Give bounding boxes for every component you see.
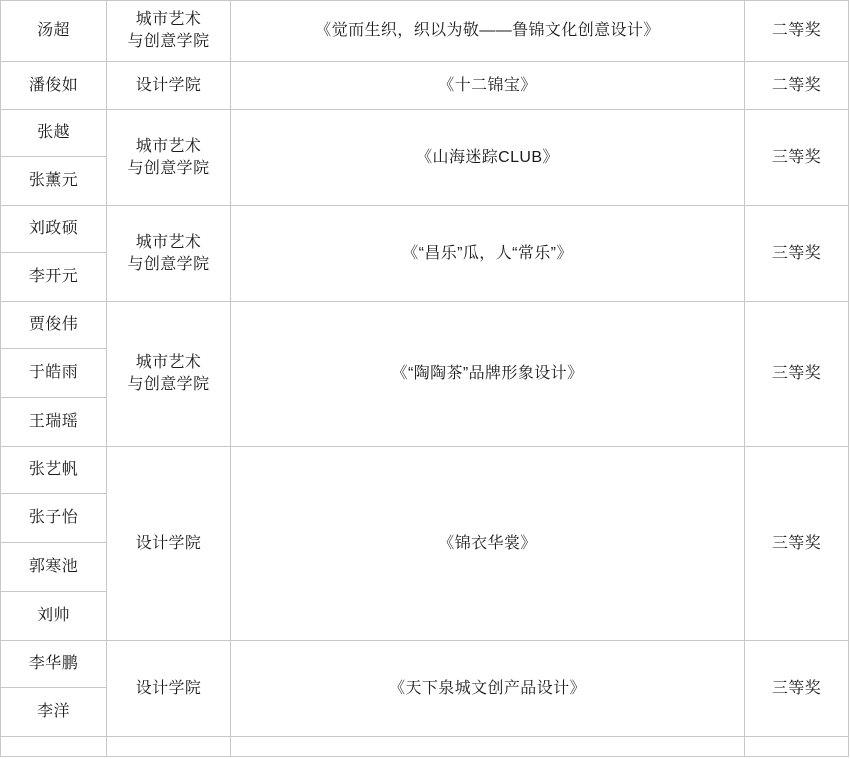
college-name bbox=[107, 110, 231, 206]
college-name bbox=[107, 737, 231, 757]
award-level: 二等奖 bbox=[745, 1, 849, 62]
table-row bbox=[1, 206, 849, 253]
work-title: 《山海迷踪CLUB》 bbox=[231, 110, 745, 206]
award-level: 三等奖 bbox=[745, 110, 849, 206]
student-name: 王瑞瑶 bbox=[1, 398, 107, 447]
award-level: 三等奖 bbox=[745, 447, 849, 641]
student-name bbox=[1, 737, 107, 757]
award-level: 三等奖 bbox=[745, 302, 849, 447]
college-name bbox=[107, 302, 231, 447]
table-row bbox=[1, 447, 849, 494]
college-line: 与创意学院 bbox=[127, 33, 210, 50]
student-name: 张薰元 bbox=[1, 157, 107, 206]
table-row bbox=[1, 1, 849, 62]
award-table-body bbox=[1, 1, 849, 757]
work-title: 《十二锦宝》 bbox=[231, 62, 745, 110]
student-name: 郭寒池 bbox=[1, 543, 107, 592]
student-name: 张子怡 bbox=[1, 494, 107, 543]
college-line: 与创意学院 bbox=[127, 376, 210, 393]
student-name: 于皓雨 bbox=[1, 349, 107, 398]
award-level: 三等奖 bbox=[745, 641, 849, 737]
student-name: 李开元 bbox=[1, 253, 107, 302]
college-line: 城市艺术 bbox=[135, 354, 202, 372]
table-row bbox=[1, 302, 849, 349]
college-name: 设计学院 bbox=[107, 447, 231, 641]
student-name: 汤超 bbox=[1, 1, 107, 62]
work-title: 《“昌乐”瓜，人“常乐”》 bbox=[231, 206, 745, 302]
college-line: 城市艺术 bbox=[135, 11, 202, 29]
college-name: 设计学院 bbox=[107, 62, 231, 110]
student-name: 刘帅 bbox=[1, 592, 107, 641]
student-name: 张越 bbox=[1, 110, 107, 157]
college-line: 与创意学院 bbox=[127, 159, 210, 177]
college-name bbox=[107, 206, 231, 302]
student-name: 张艺帆 bbox=[1, 447, 107, 494]
award-level: 二等奖 bbox=[745, 62, 849, 110]
award-level bbox=[745, 737, 849, 757]
college-name: 设计学院 bbox=[107, 641, 231, 737]
work-title: 《“陶陶茶”品牌形象设计》 bbox=[231, 302, 745, 447]
student-name: 贾俊伟 bbox=[1, 302, 107, 349]
table-row bbox=[1, 62, 849, 110]
college-line: 城市艺术 bbox=[135, 233, 202, 251]
table-row-partial bbox=[1, 737, 849, 757]
student-name: 潘俊如 bbox=[1, 62, 107, 110]
student-name: 李洋 bbox=[1, 688, 107, 737]
work-title: 《天下泉城文创产品设计》 bbox=[231, 641, 745, 737]
work-title bbox=[231, 737, 745, 757]
work-title: 《觉而生织，织以为敬——鲁锦文化创意设计》 bbox=[231, 1, 745, 62]
award-level: 三等奖 bbox=[745, 206, 849, 302]
student-name: 李华鹏 bbox=[1, 641, 107, 688]
student-name: 刘政硕 bbox=[1, 206, 107, 253]
table-row bbox=[1, 110, 849, 157]
college-name bbox=[107, 1, 231, 62]
college-line: 与创意学院 bbox=[127, 255, 210, 273]
table-row bbox=[1, 641, 849, 688]
college-line: 城市艺术 bbox=[135, 137, 202, 155]
work-title: 《锦衣华裳》 bbox=[231, 447, 745, 641]
